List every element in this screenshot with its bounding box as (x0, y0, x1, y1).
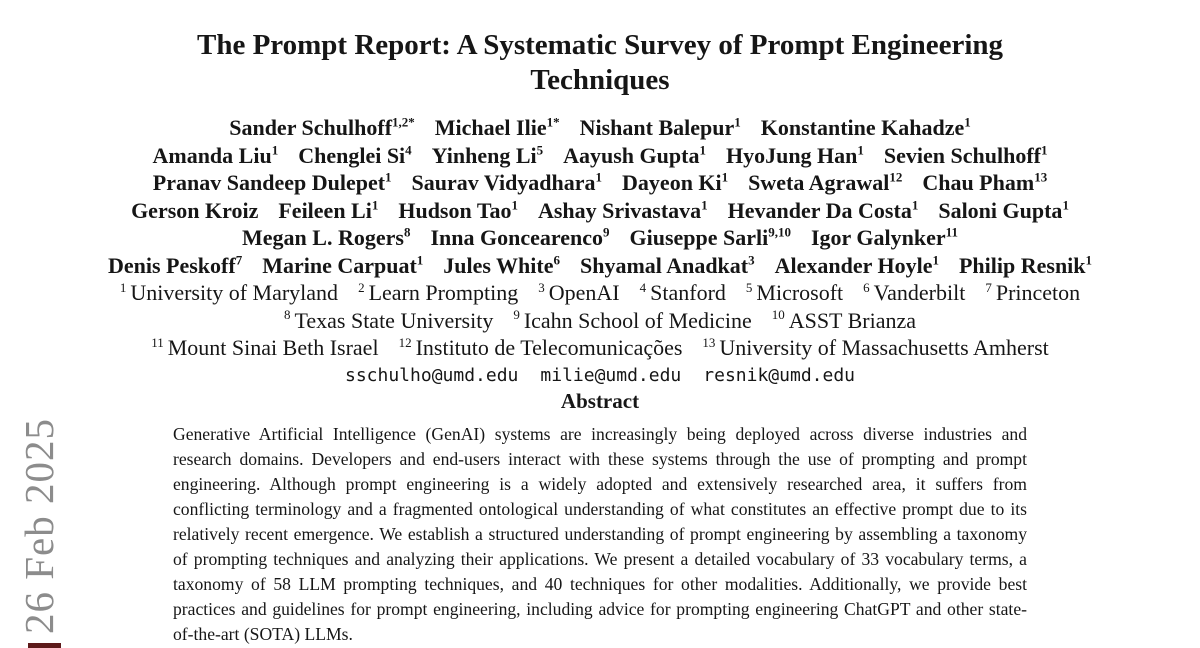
author-superscript: 7 (235, 252, 243, 268)
author-superscript: 1 (416, 252, 424, 268)
author-superscript: 5 (536, 142, 544, 158)
author-superscript: 3 (748, 252, 755, 268)
author-block (0, 114, 1200, 279)
email-line (0, 362, 1200, 389)
affiliation: $^4$ Stanford (639, 279, 726, 305)
affiliation-superscript: 12 (398, 334, 412, 350)
author-superscript: 1 (1062, 197, 1069, 213)
author-superscript: 1 (595, 169, 603, 185)
author-superscript: 9 (603, 224, 610, 240)
title-line: The Prompt Report: A Systematic Survey of Prompt Engineering (196, 29, 1004, 61)
affiliation-line (0, 307, 1200, 335)
author-superscript: 1 (511, 197, 518, 213)
affiliation-superscript: 9 (513, 307, 520, 323)
affiliation-line (0, 334, 1200, 362)
author: Shyamal Anadkat$^3$ (580, 252, 755, 278)
author: Feileen Li$^1$ (278, 197, 379, 223)
author: Gerson Kroiz (131, 197, 259, 223)
paper-title (0, 0, 1200, 98)
author-line (0, 142, 1200, 170)
author-superscript: 1 (385, 169, 392, 185)
author-superscript: 1 (911, 197, 919, 213)
author-superscript: 1 (1041, 142, 1048, 158)
affiliation: $^3$ OpenAI (538, 279, 620, 305)
affiliation-line (0, 279, 1200, 307)
author-line (0, 114, 1200, 142)
affiliation: $^6$ Vanderbilt (863, 279, 966, 305)
author: Giuseppe Sarli$^{9,10}$ (629, 224, 791, 250)
author: Sander Schulhoff$^{1,2*}$ (229, 114, 415, 140)
email-address: resnik@umd.edu (703, 364, 855, 386)
affiliation-superscript: 6 (863, 279, 870, 295)
author: Hudson Tao$^1$ (398, 197, 518, 223)
affiliation-superscript: 8 (283, 307, 291, 323)
author: Igor Galynker$^{11}$ (811, 224, 958, 250)
author-superscript: 1 (734, 114, 741, 130)
affiliation-superscript: 1 (119, 279, 127, 295)
author-superscript: 1 (721, 169, 729, 185)
affiliation-superscript: 7 (985, 279, 992, 295)
author: Saurav Vidyadhara$^1$ (411, 169, 603, 195)
author: Marine Carpuat$^1$ (262, 252, 424, 278)
affiliation-superscript: 13 (702, 334, 716, 350)
author-superscript: 1 (701, 197, 708, 213)
affiliation: $^8$ Texas State University (283, 307, 494, 333)
author: Nishant Balepur$^1$ (579, 114, 741, 140)
author-superscript: 12 (889, 169, 903, 185)
author-superscript: 1,2* (392, 114, 415, 130)
author-superscript: 4 (405, 142, 412, 158)
affiliation-superscript: 3 (538, 279, 545, 295)
affiliation-superscript: 5 (745, 279, 753, 295)
author-line (0, 252, 1200, 280)
abstract-text: Generative Artificial Intelligence (GenAI) systems are increasingly being deployed across diverse industries and research domains. Developers and end-users interact with these systems through the use of prompting and prompt engineering. Although prompt engineering is a widely adopted and extensively researched area, it suffers from conflicting terminology and a fragmented ontological understanding of what constitutes an effective prompt due to its relatively recent emergence. We establish a structured understanding of prompt engineering by assembling a taxonomy of prompting techniques and analyzing their applications. We present a detailed vocabulary of 33 vocabulary terms, a taxonomy of 58 LLM prompting techniques, and 40 techniques for other modalities. Additionally, we provide best practices and guidelines for prompt engineering, including advice for prompting engineering ChatGPT and other state-of-the-art (SOTA) LLMs. (173, 423, 1027, 644)
author-superscript: 13 (1034, 169, 1048, 185)
affiliation-superscript: 10 (771, 307, 785, 323)
author: Sweta Agrawal$^{12}$ (748, 169, 903, 195)
author: Megan L. Rogers$^8$ (242, 224, 411, 250)
author-line (0, 224, 1200, 252)
author-superscript: 11 (945, 224, 958, 240)
author-line (0, 197, 1200, 225)
author: Chenglei Si$^4$ (298, 142, 412, 168)
author: Hevander Da Costa$^1$ (727, 197, 919, 223)
author-superscript: 1 (857, 142, 864, 158)
author: Saloni Gupta$^1$ (938, 197, 1069, 223)
affiliation: $^2$ Learn Prompting (358, 279, 519, 305)
affiliation: $^1$ University of Maryland (119, 279, 339, 305)
author: Dayeon Ki$^1$ (622, 169, 729, 195)
affiliation: $^9$ Icahn School of Medicine (513, 307, 752, 333)
affiliation: $^{13}$ University of Massachusetts Amherst (702, 334, 1049, 360)
arxiv-date-watermark: 26 Feb 2025 (16, 418, 62, 634)
author: Pranav Sandeep Dulepet$^1$ (152, 169, 392, 195)
abstract-heading: Abstract (560, 388, 640, 413)
author: Konstantine Kahadze$^1$ (760, 114, 971, 140)
author: Philip Resnik$^1$ (958, 252, 1093, 278)
author: Ashay Srivastava$^1$ (537, 197, 708, 223)
author-superscript: 6 (553, 252, 560, 268)
author-superscript: 8 (403, 224, 411, 240)
author-superscript: 1 (371, 197, 379, 213)
author-superscript: 1* (546, 114, 560, 130)
email-address: sschulho@umd.edu (345, 364, 519, 386)
author: Jules White$^6$ (443, 252, 560, 278)
affiliation-superscript: 4 (639, 279, 647, 295)
author-superscript: 1 (932, 252, 939, 268)
author: Aayush Gupta$^1$ (563, 142, 706, 168)
affiliation: $^{12}$ Instituto de Telecomunicações (398, 334, 683, 360)
affiliation-superscript: 11 (151, 334, 164, 350)
author-superscript: 1 (1085, 252, 1093, 268)
author: Chau Pham$^{13}$ (922, 169, 1048, 195)
author-superscript: 1 (271, 142, 279, 158)
author: Yinheng Li$^5$ (431, 142, 544, 168)
affiliation-block (0, 279, 1200, 362)
affiliation: $^7$ Princeton (985, 279, 1081, 305)
bottom-left-cropped-mark (28, 643, 61, 648)
author-line (0, 169, 1200, 197)
affiliation: $^{11}$ Mount Sinai Beth Israel (151, 334, 379, 360)
author: Michael Ilie$^{1*}$ (434, 114, 560, 140)
affiliation: $^{10}$ ASST Brianza (771, 307, 917, 333)
title-line: Techniques (530, 64, 670, 96)
author: Denis Peskoff$^7$ (107, 252, 243, 278)
author-superscript: 9,10 (768, 224, 791, 240)
author: HyoJung Han$^1$ (725, 142, 864, 168)
author: Inna Goncearenco$^9$ (430, 224, 610, 250)
author: Alexander Hoyle$^1$ (774, 252, 939, 278)
email-address: milie@umd.edu (540, 364, 682, 386)
author: Amanda Liu$^1$ (152, 142, 279, 168)
author-superscript: 1 (699, 142, 706, 158)
author-superscript: 1 (964, 114, 971, 130)
affiliation-superscript: 2 (358, 279, 365, 295)
author: Sevien Schulhoff$^1$ (883, 142, 1048, 168)
affiliation: $^5$ Microsoft (745, 279, 844, 305)
